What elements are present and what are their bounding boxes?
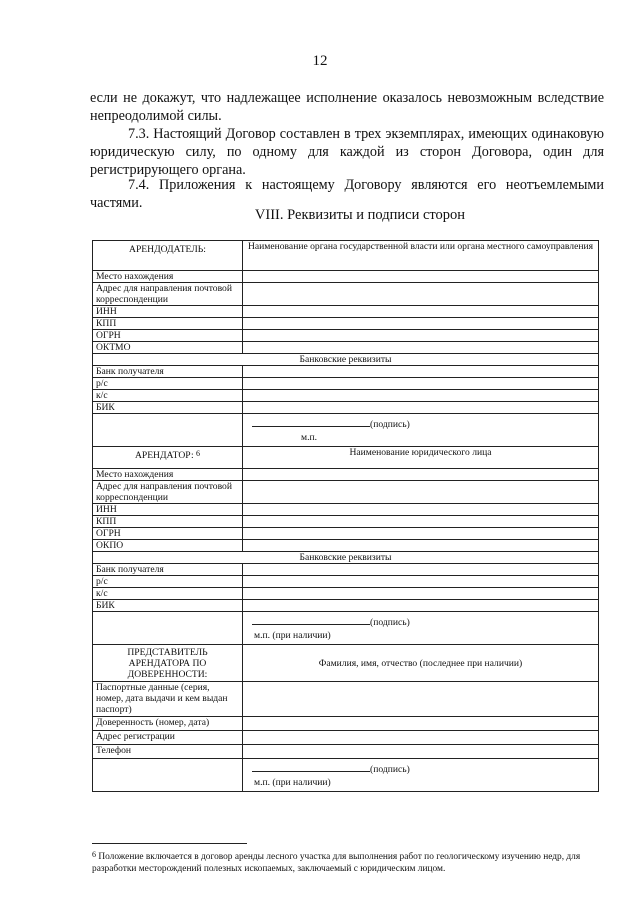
footnote-mark: 6: [196, 449, 201, 458]
lessor-header-label: АРЕНДОДАТЕЛЬ:: [93, 241, 243, 271]
signature-caption: (подпись): [370, 419, 410, 430]
footnote-divider: [92, 843, 247, 844]
table-row: [93, 528, 599, 540]
lessor-signature-row: [93, 414, 599, 447]
table-row: [93, 378, 599, 390]
field-value[interactable]: [243, 540, 599, 552]
table-row: [93, 588, 599, 600]
tenant-name-caption: Наименование юридического лица: [243, 447, 599, 469]
field-value[interactable]: [243, 745, 599, 759]
field-label: ОКТМО: [93, 342, 243, 354]
requisites-table: [92, 240, 599, 792]
table-row: [93, 283, 599, 306]
field-value[interactable]: [243, 330, 599, 342]
field-label: ОГРН: [93, 528, 243, 540]
page-number: 12: [312, 53, 328, 69]
field-label: Адрес для направления почтовой корреспонденции: [93, 283, 243, 306]
field-label: Телефон: [93, 745, 243, 759]
field-value[interactable]: [243, 576, 599, 588]
signature-spacer: [93, 759, 243, 792]
field-label: БИК: [93, 402, 243, 414]
field-value[interactable]: [243, 564, 599, 576]
field-label: ИНН: [93, 306, 243, 318]
paragraph-force-majeure: если не докажут, что надлежащее исполнение оказалось невозможным вследствие непреодолимой силы.: [90, 90, 604, 124]
table-row: [93, 402, 599, 414]
bank-details-heading: Банковские реквизиты: [93, 354, 599, 366]
signature-caption: (подпись): [370, 764, 410, 775]
field-label: Банк получателя: [93, 564, 243, 576]
signature-line[interactable]: [252, 417, 370, 427]
signature-caption: (подпись): [370, 617, 410, 628]
table-row: [93, 564, 599, 576]
field-label: к/с: [93, 588, 243, 600]
table-row: [93, 330, 599, 342]
table-row: [93, 306, 599, 318]
tenant-bank-header: [93, 552, 599, 564]
table-row: [93, 504, 599, 516]
field-label: БИК: [93, 600, 243, 612]
field-value[interactable]: [243, 504, 599, 516]
footnote-text: Положение включается в договор аренды лесного участка для выполнения работ по геологическому изучению недр, для разработки месторождений полезных ископаемых, заключаемый с юридическим лицом.: [92, 852, 581, 874]
field-label: Адрес регистрации: [93, 731, 243, 745]
field-label: Адрес для направления почтовой корреспонденции: [93, 481, 243, 504]
field-label: Место нахождения: [93, 469, 243, 481]
field-value[interactable]: [243, 588, 599, 600]
field-value[interactable]: [243, 516, 599, 528]
paragraph-7-4: 7.4. Приложения к настоящему Договору являются его неотъемлемыми частями.: [90, 177, 604, 211]
field-value[interactable]: [243, 342, 599, 354]
field-value[interactable]: [243, 306, 599, 318]
tenant-header-label: АРЕНДАТОР: $^6$: [93, 447, 243, 469]
tenant-signature-cell[interactable]: [243, 612, 599, 645]
field-value[interactable]: [243, 271, 599, 283]
table-row: [93, 318, 599, 330]
table-row: [93, 717, 599, 731]
stamp-caption: м.п.: [301, 432, 318, 443]
field-label: ОГРН: [93, 330, 243, 342]
field-value[interactable]: [243, 481, 599, 504]
field-value[interactable]: [243, 378, 599, 390]
signature-line[interactable]: [252, 762, 370, 772]
table-row: [93, 745, 599, 759]
field-value[interactable]: [243, 366, 599, 378]
signature-spacer: [93, 414, 243, 447]
table-row: [93, 366, 599, 378]
field-label: ОКПО: [93, 540, 243, 552]
field-label: Место нахождения: [93, 271, 243, 283]
stamp-caption: м.п. (при наличии): [254, 630, 331, 641]
table-row: [93, 540, 599, 552]
lessor-name-caption: Наименование органа государственной власти или органа местного самоуправления: [243, 241, 599, 271]
field-value[interactable]: [243, 390, 599, 402]
tenant-header-row: [93, 447, 599, 469]
table-row: [93, 682, 599, 717]
field-label: р/с: [93, 576, 243, 588]
stamp-caption: м.п. (при наличии): [254, 777, 331, 788]
field-label: к/с: [93, 390, 243, 402]
field-label: ИНН: [93, 504, 243, 516]
lessor-header-row: [93, 241, 599, 271]
table-row: [93, 481, 599, 504]
representative-header-row: [93, 645, 599, 682]
field-value[interactable]: [243, 717, 599, 731]
footnote-number: 6: [92, 850, 96, 859]
table-row: [93, 731, 599, 745]
table-row: [93, 576, 599, 588]
field-label: Доверенность (номер, дата): [93, 717, 243, 731]
representative-signature-cell[interactable]: [243, 759, 599, 792]
lessor-bank-header: [93, 354, 599, 366]
field-label: р/с: [93, 378, 243, 390]
field-value[interactable]: [243, 528, 599, 540]
table-row: [93, 271, 599, 283]
table-row: [93, 600, 599, 612]
field-label: Банк получателя: [93, 366, 243, 378]
representative-signature-row: [93, 759, 599, 792]
signature-spacer: [93, 612, 243, 645]
field-label: Паспортные данные (серия, номер, дата выдачи и кем выдан паспорт): [93, 682, 243, 717]
field-value[interactable]: [243, 469, 599, 481]
footnote: [92, 851, 608, 875]
representative-name-caption: Фамилия, имя, отчество (последнее при наличии): [243, 645, 599, 682]
field-value[interactable]: [243, 682, 599, 717]
table-row: [93, 342, 599, 354]
bank-details-heading: Банковские реквизиты: [93, 552, 599, 564]
field-value[interactable]: [243, 600, 599, 612]
signature-line[interactable]: [252, 615, 370, 625]
representative-header-label: ПРЕДСТАВИТЕЛЬ АРЕНДАТОРА ПО ДОВЕРЕННОСТИ:: [93, 645, 243, 682]
table-row: [93, 469, 599, 481]
tenant-signature-row: [93, 612, 599, 645]
section-title: VIII. Реквизиты и подписи сторон: [254, 207, 466, 223]
field-label: КПП: [93, 516, 243, 528]
field-value[interactable]: [243, 731, 599, 745]
table-row: [93, 390, 599, 402]
lessor-signature-cell[interactable]: [243, 414, 599, 447]
table-row: [93, 516, 599, 528]
field-value[interactable]: [243, 318, 599, 330]
field-label: КПП: [93, 318, 243, 330]
field-value[interactable]: [243, 283, 599, 306]
paragraph-7-3: 7.3. Настоящий Договор составлен в трех экземплярах, имеющих одинаковую юридическую силу, по одному для каждой из сторон Договора, один для регистрирующего органа.: [90, 126, 604, 178]
field-value[interactable]: [243, 402, 599, 414]
